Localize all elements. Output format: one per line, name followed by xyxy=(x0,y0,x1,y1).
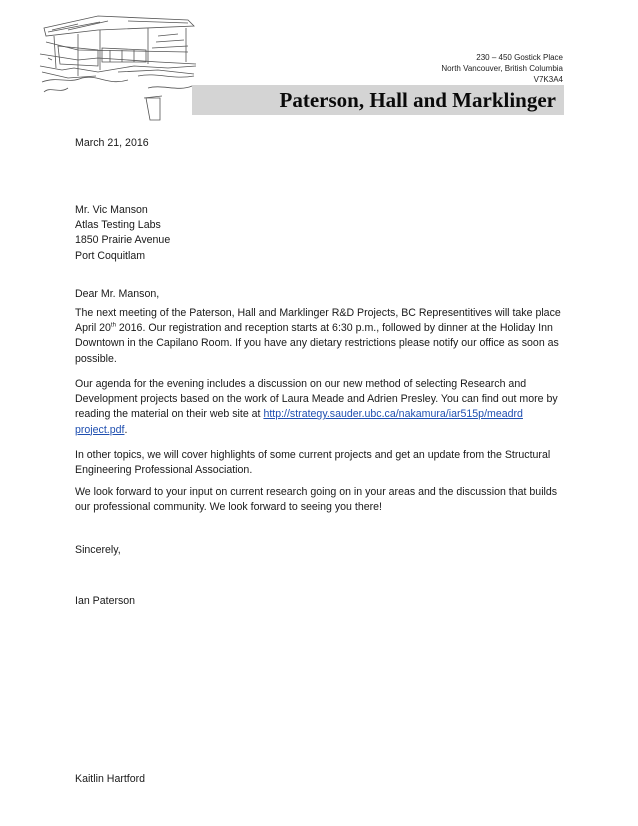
signature-name: Ian Paterson xyxy=(75,595,136,607)
para2-text: Our agenda for the evening includes a discussion on our new method of selecting Research and Development projects based on the work of Laura Meade and Adrien Presley. You can find out more by reading the material on their web site at xyxy=(75,378,558,421)
recipient-street: 1850 Prairie Avenue xyxy=(75,234,171,247)
recipient-address xyxy=(75,203,170,264)
para1-superscript: th xyxy=(110,322,116,329)
company-address xyxy=(441,52,563,85)
paragraph-closing-remarks xyxy=(75,485,570,515)
footer-name: Kaitlin Hartford xyxy=(75,773,146,785)
para1-part2: 2016. Our registration and reception starts at 6:30 p.m., followed by dinner at the Holiday Inn Downtown in the Capilano Room. If you have any dietary restrictions please notify our office as soon as possible. xyxy=(75,322,559,365)
house-sketch-icon xyxy=(38,6,198,124)
recipient-company: Atlas Testing Labs xyxy=(75,219,161,232)
paragraph-topics xyxy=(75,448,570,478)
closing: Sincerely, xyxy=(75,544,121,556)
letter-date: March 21, 2016 xyxy=(75,137,149,149)
company-name: Paterson, Hall and Marklinger xyxy=(279,88,556,112)
recipient-city: Port Coquitlam xyxy=(75,249,146,262)
para3-text: In other topics, we will cover highlights of some current projects and get an update from the Structural Engineering Professional Association. xyxy=(75,449,551,477)
paragraph-meeting xyxy=(75,306,570,367)
postal-code: V7K3A4 xyxy=(533,75,563,84)
address-line2: North Vancouver, British Columbia xyxy=(441,64,563,73)
document-link[interactable]: http://strategy.sauder.ubc.ca/nakamura/iar515p/meadrd project.pdf xyxy=(75,408,523,436)
recipient-name: Mr. Vic Manson xyxy=(75,204,148,216)
paragraph-agenda xyxy=(75,377,570,438)
salutation: Dear Mr. Manson, xyxy=(75,288,160,300)
letterhead-banner xyxy=(192,85,564,115)
para1-part1: The next meeting of the Paterson, Hall and Marklinger R&D Projects, BC Representitives will take place April 20 xyxy=(75,307,561,335)
para2-end: . xyxy=(124,423,128,436)
para4-text: We look forward to your input on current research going on in your areas and the discussion that builds our professional community. We look forward to seeing you there! xyxy=(75,486,558,514)
address-line1: 230 – 450 Gostick Place xyxy=(476,53,563,62)
